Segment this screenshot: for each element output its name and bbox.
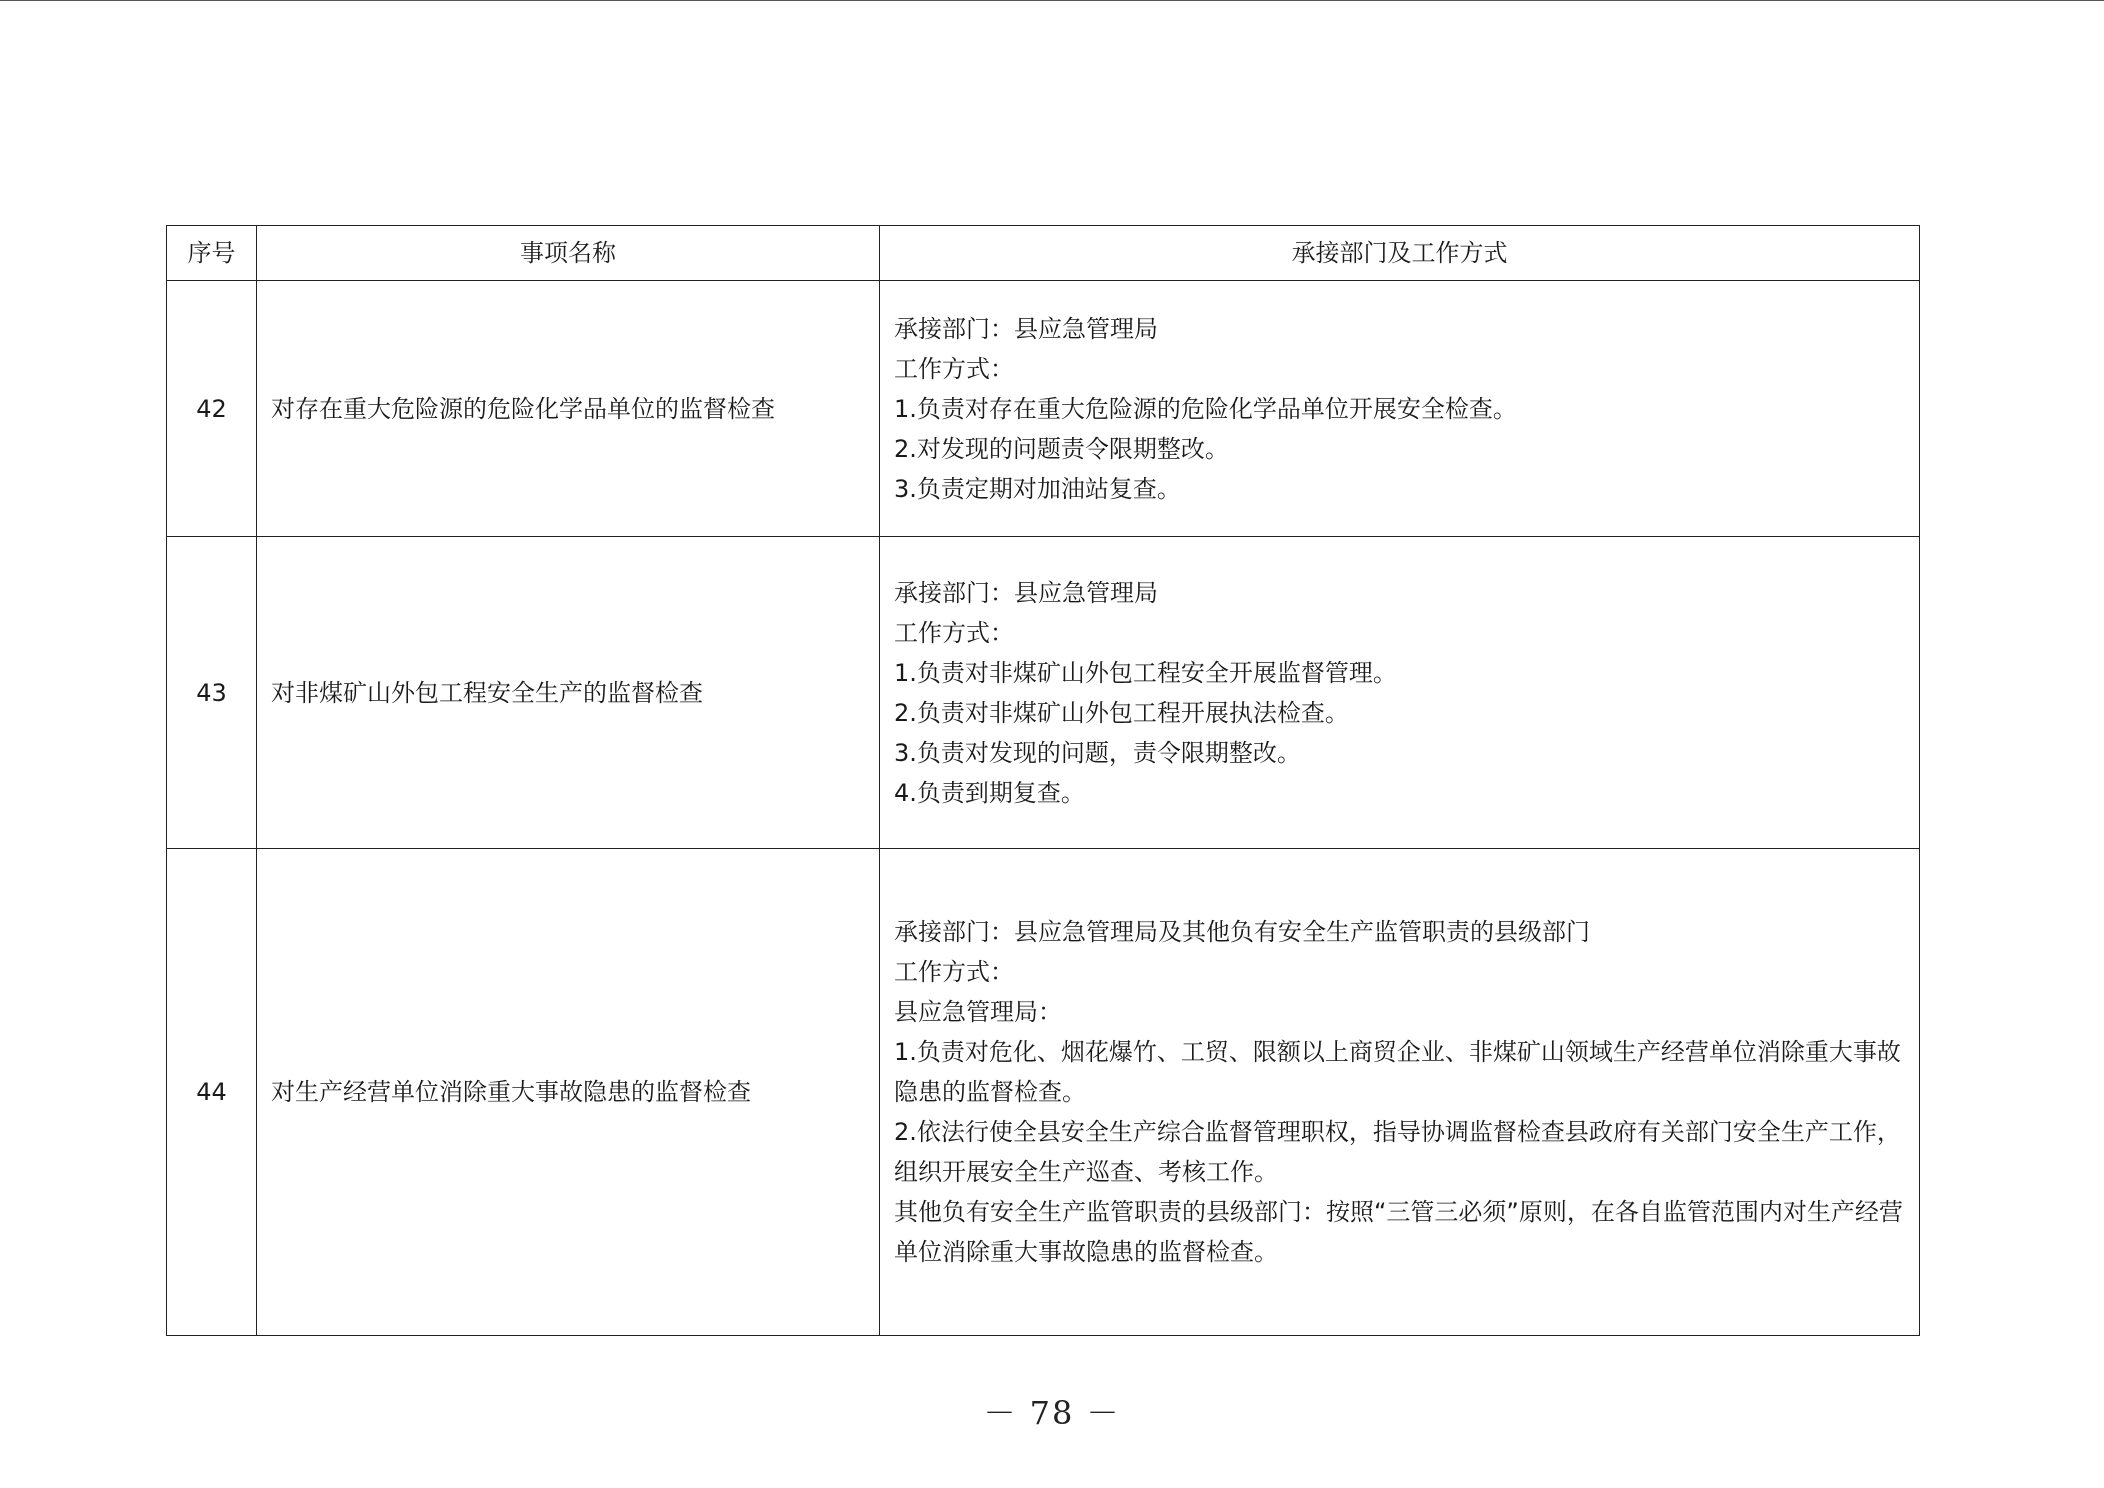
page-number: － 78 － <box>983 1394 1121 1432</box>
matters-table <box>166 225 1920 1336</box>
row-text-line: 3.负责定期对加油站复查。 <box>894 474 1181 503</box>
row-text-line: 工作方式： <box>894 958 1014 986</box>
row-text-line: 2.负责对非煤矿山外包工程开展执法检查。 <box>894 698 1349 727</box>
row-matter-name: 对存在重大危险源的危险化学品单位的监督检查 <box>257 281 880 537</box>
row-text-line: 1.负责对非煤矿山外包工程安全开展监督管理。 <box>894 658 1397 687</box>
row-department-method <box>880 849 1920 1336</box>
row-text-line: 1.负责对存在重大危险源的危险化学品单位开展安全检查。 <box>894 394 1517 423</box>
row-text-line: 3.负责对发现的问题，责令限期整改。 <box>894 738 1301 767</box>
row-text-line: 2.对发现的问题责令限期整改。 <box>894 434 1229 463</box>
row-text-line: 1.负责对危化、烟花爆竹、工贸、限额以上商贸企业、非煤矿山领域生产经营单位消除重大事故隐患的监督检查。 <box>894 1038 1901 1106</box>
row-text-line: 2.依法行使全县安全生产综合监督管理职权，指导协调监督检查县政府有关部门安全生产工作，组织开展安全生产巡查、考核工作。 <box>894 1118 1901 1186</box>
row-serial-number: 43 <box>167 537 257 849</box>
header-department-method: 承接部门及工作方式 <box>880 226 1920 281</box>
row-text-line: 其他负有安全生产监管职责的县级部门：按照“三管三必须”原则，在各自监管范围内对生产经营单位消除重大事故隐患的监督检查。 <box>894 1198 1903 1266</box>
row-department-method <box>880 281 1920 537</box>
table-row <box>167 281 1920 537</box>
table-header-row <box>167 226 1920 281</box>
row-text-line: 承接部门：县应急管理局 <box>894 314 1158 343</box>
top-border-line <box>0 0 2104 1</box>
row-serial-number: 44 <box>167 849 257 1336</box>
row-text-line: 县应急管理局： <box>894 998 1062 1026</box>
row-serial-number: 42 <box>167 281 257 537</box>
row-text-line: 工作方式： <box>894 354 1014 383</box>
row-text-line: 承接部门：县应急管理局 <box>894 578 1158 607</box>
table-row <box>167 849 1920 1336</box>
header-matter-name: 事项名称 <box>257 226 880 281</box>
row-department-method <box>880 537 1920 849</box>
row-matter-name: 对生产经营单位消除重大事故隐患的监督检查 <box>257 849 880 1336</box>
table-row <box>167 537 1920 849</box>
row-text-line: 承接部门：县应急管理局及其他负有安全生产监管职责的县级部门 <box>894 918 1590 946</box>
row-text-line: 工作方式： <box>894 618 1014 647</box>
header-serial-number: 序号 <box>167 226 257 281</box>
row-text-line: 4.负责到期复查。 <box>894 778 1085 807</box>
row-matter-name: 对非煤矿山外包工程安全生产的监督检查 <box>257 537 880 849</box>
